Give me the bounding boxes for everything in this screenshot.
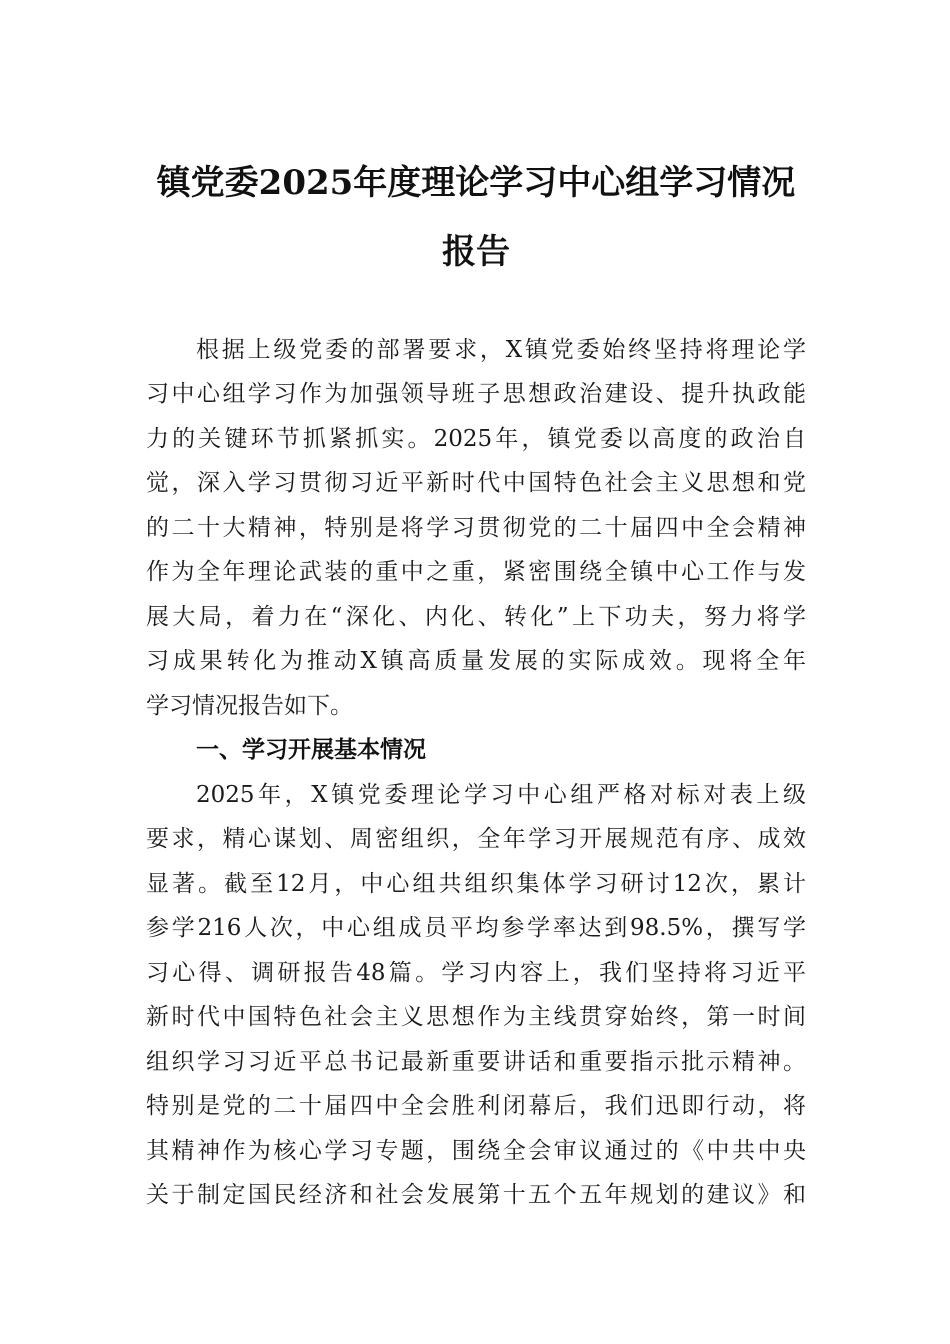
paragraph-2-line: 特别是党的二十届四中全会胜利闭幕后，我们迅即行动，将 [146,1093,806,1119]
paragraph-1-line: 作为全年理论武装的重中之重，紧密围绕全镇中心工作与发 [146,559,806,585]
paragraph-1-line: 展大局，着力在“深化、内化、转化”上下功夫，努力将学 [146,604,806,630]
paragraph-1-line: 学习情况报告如下。 [146,693,353,719]
paragraph-1-line: 的二十大精神，特别是将学习贯彻党的二十届四中全会精神 [146,515,806,541]
paragraph-2-line: 其精神作为核心学习专题，围绕全会审议通过的《中共中央 [146,1138,806,1164]
paragraph-2-line: 习心得、调研报告48篇。学习内容上，我们坚持将习近平 [146,960,806,986]
section-heading-1: 一、学习开展基本情况 [196,737,426,763]
paragraph-2-line: 要求，精心谋划、周密组织，全年学习开展规范有序、成效 [146,826,806,852]
paragraph-2-line: 关于制定国民经济和社会发展第十五个五年规划的建议》和 [146,1182,806,1208]
document-title-line-1: 镇党委2025年度理论学习中心组学习情况 [156,163,796,203]
paragraph-1-line: 力的关键环节抓紧抓实。2025年，镇党委以高度的政治自 [146,426,806,452]
paragraph-1-line: 习中心组学习作为加强领导班子思想政治建设、提升执政能 [146,381,806,407]
paragraph-2-line: 组织学习习近平总书记最新重要讲话和重要指示批示精神。 [146,1049,806,1075]
paragraph-2-line: 显著。截至12月，中心组共组织集体学习研讨12次，累计 [146,871,806,897]
paragraph-1-line: 习成果转化为推动X镇高质量发展的实际成效。现将全年 [146,648,806,674]
paragraph-1-line: 根据上级党委的部署要求，X镇党委始终坚持将理论学 [196,337,806,363]
paragraph-2-line: 新时代中国特色社会主义思想作为主线贯穿始终，第一时间 [146,1004,806,1030]
paragraph-2-line: 2025年，X镇党委理论学习中心组严格对标对表上级 [196,782,806,808]
document-title-line-2: 报告 [442,232,510,272]
paragraph-2-line: 参学216人次，中心组成员平均参学率达到98.5%，撰写学 [146,915,806,941]
paragraph-1-line: 觉，深入学习贯彻习近平新时代中国特色社会主义思想和党 [146,470,806,496]
